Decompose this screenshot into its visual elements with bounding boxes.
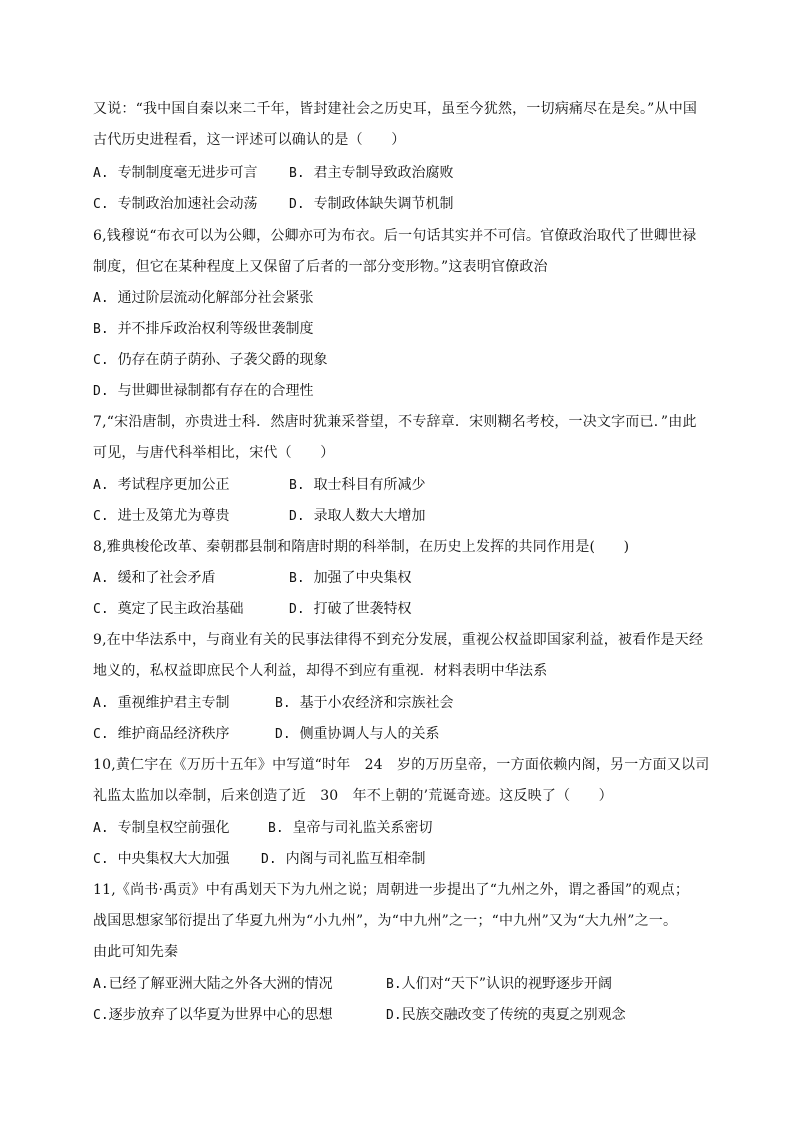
option-text: 基于小农经济和宗族社会	[299, 695, 454, 711]
option-text: 已经了解亚洲大陆之外各大洲的情况	[108, 976, 333, 992]
q11-option-b[interactable]	[386, 974, 612, 995]
option-letter: A.	[93, 977, 109, 992]
option-letter: D.	[261, 852, 277, 867]
option-text: 与世卿世禄制都有存在的合理性	[117, 383, 314, 399]
q10-stem-line-2: 礼监太监加以牵制，后来创造了近 30 年不上朝的’荒诞奇迹。这反映了（ ）	[93, 788, 613, 804]
q7-option-a[interactable]	[93, 475, 230, 496]
option-letter: B.	[289, 166, 305, 181]
option-text: 中央集权大大加强	[117, 851, 230, 867]
q6-option-c[interactable]	[93, 350, 328, 371]
option-text: 人们对“天下”认识的视野逐步开阔	[401, 976, 612, 992]
option-text: 缓和了社会矛盾	[117, 570, 216, 586]
option-text: 内阁与司礼监互相牵制	[285, 851, 426, 867]
option-letter: A.	[93, 821, 109, 836]
q8-stem-line-1: 8,雅典梭伦改革、秦朝郡县制和隋唐时期的科举制，在历史上发挥的共同作用是( )	[93, 539, 630, 555]
option-letter: D.	[289, 602, 305, 617]
q10-option-d[interactable]	[261, 849, 426, 870]
option-text: 民族交融改变了传统的夷夏之别观念	[401, 1007, 626, 1023]
q6-stem-line-2: 制度，但它在某种程度上又保留了后者的一部分变形物。”这表明官僚政治	[93, 259, 548, 275]
option-letter: A.	[93, 571, 109, 586]
q7-option-b[interactable]	[289, 475, 426, 496]
q11-stem-line-1: 11,《尚书·禹贡》中有禹划天下为九州之说；周朝进一步提出了“九州之外，谓之番国”的观点；	[93, 882, 690, 898]
q6-option-b[interactable]	[93, 319, 314, 340]
option-text: 皇帝与司礼监关系密切	[292, 820, 433, 836]
option-text: 进士及第尤为尊贵	[117, 508, 230, 524]
option-letter: D.	[289, 197, 305, 212]
option-letter: C.	[93, 602, 109, 617]
q7-stem-line-2: 可见，与唐代科举相比，宋代（ ）	[93, 445, 335, 461]
q11-option-a[interactable]	[93, 974, 333, 995]
option-text: 取士科目有所减少	[313, 477, 426, 493]
q10-option-b[interactable]	[268, 818, 433, 839]
q11-option-d[interactable]	[386, 1005, 626, 1026]
option-text: 考试程序更加公正	[117, 477, 230, 493]
option-letter: D.	[386, 1008, 402, 1023]
option-letter: B.	[275, 696, 291, 711]
q7-option-d[interactable]	[289, 506, 426, 527]
q7-option-c[interactable]	[93, 506, 230, 527]
option-text: 录取人数大大增加	[313, 508, 426, 524]
q7-stem-line-1: 7,“宋沿唐制，亦贵进士科．然唐时犹兼采誉望，不专辞章．宋则糊名考校，一决文字而已．”由此	[93, 414, 697, 430]
option-letter: D.	[93, 384, 109, 399]
q5-option-c[interactable]	[93, 194, 258, 215]
q11-option-c[interactable]	[93, 1005, 333, 1026]
q10-stem-line-1: 10,黄仁宇在《万历十五年》中写道“时年 24 岁的万历皇帝，一方面依赖内阁，另一方面又以司	[93, 757, 710, 773]
option-text: 专制皇权空前强化	[117, 820, 230, 836]
option-letter: B.	[289, 571, 305, 586]
option-letter: C.	[93, 852, 109, 867]
option-text: 专制政体缺失调节机制	[313, 196, 454, 212]
q5-stem-line-1: 又说：“我中国自秦以来二千年，皆封建社会之历史耳，虽至今犹然，一切病痛尽在是矣。”从中国	[93, 101, 698, 117]
q9-option-c[interactable]	[93, 724, 230, 745]
option-letter: A.	[93, 478, 109, 493]
option-letter: D.	[275, 727, 291, 742]
option-letter: D.	[289, 509, 305, 524]
option-text: 专制制度毫无进步可言	[117, 165, 258, 181]
option-text: 通过阶层流动化解部分社会紧张	[117, 290, 314, 306]
q10-option-a[interactable]	[93, 818, 230, 839]
option-letter: A.	[93, 291, 109, 306]
option-text: 奠定了民主政治基础	[117, 601, 244, 617]
option-letter: A.	[93, 166, 109, 181]
option-letter: C.	[93, 353, 109, 368]
option-text: 专制政治加速社会动荡	[117, 196, 258, 212]
q6-option-a[interactable]	[93, 288, 314, 309]
q9-stem-line-1: 9,在中华法系中，与商业有关的民事法律得不到充分发展，重视公权益即国家利益，被看作是天经	[93, 632, 704, 648]
option-letter: B.	[289, 478, 305, 493]
q8-option-a[interactable]	[93, 568, 216, 589]
option-text: 仍存在荫子荫孙、子袭父爵的现象	[117, 352, 328, 368]
q8-option-d[interactable]	[289, 599, 412, 620]
option-text: 维护商品经济秩序	[117, 726, 230, 742]
option-text: 打破了世袭特权	[313, 601, 412, 617]
option-text: 加强了中央集权	[313, 570, 412, 586]
q9-option-b[interactable]	[275, 693, 454, 714]
q9-stem-line-2: 地义的，私权益即庶民个人利益，却得不到应有重视．材料表明中华法系	[93, 663, 548, 679]
q5-option-d[interactable]	[289, 194, 454, 215]
option-text: 君主专制导致政治腐败	[313, 165, 454, 181]
option-text: 侧重协调人与人的关系	[299, 726, 440, 742]
q9-option-a[interactable]	[93, 693, 230, 714]
option-letter: B.	[386, 977, 402, 992]
q6-option-d[interactable]	[93, 381, 314, 402]
q10-option-c[interactable]	[93, 849, 230, 870]
q6-stem-line-1: 6,钱穆说“布衣可以为公卿，公卿亦可为布衣。后一句话其实并不可信。官僚政治取代了世卿世禄	[93, 228, 697, 244]
q5-option-a[interactable]	[93, 163, 258, 184]
q8-option-b[interactable]	[289, 568, 412, 589]
option-letter: C.	[93, 197, 109, 212]
q8-option-c[interactable]	[93, 599, 244, 620]
q11-stem-line-2: 战国思想家邹衍提出了华夏九州为“小九州”，为“中九州”之一；“中九州”又为“大九州”之一。	[93, 913, 678, 929]
q11-stem-line-3: 由此可知先秦	[93, 944, 179, 960]
q5-stem-line-2: 古代历史进程看，这一评述可以确认的是（ ）	[93, 132, 406, 148]
option-letter: A.	[93, 696, 109, 711]
option-letter: C.	[93, 727, 109, 742]
option-letter: C.	[93, 509, 109, 524]
q5-option-b[interactable]	[289, 163, 454, 184]
option-letter: B.	[268, 821, 284, 836]
option-text: 逐步放弃了以华夏为世界中心的思想	[108, 1007, 333, 1023]
option-text: 并不排斥政治权利等级世袭制度	[117, 321, 314, 337]
option-letter: B.	[93, 322, 109, 337]
option-letter: C.	[93, 1008, 109, 1023]
option-text: 重视维护君主专制	[117, 695, 230, 711]
q9-option-d[interactable]	[275, 724, 440, 745]
